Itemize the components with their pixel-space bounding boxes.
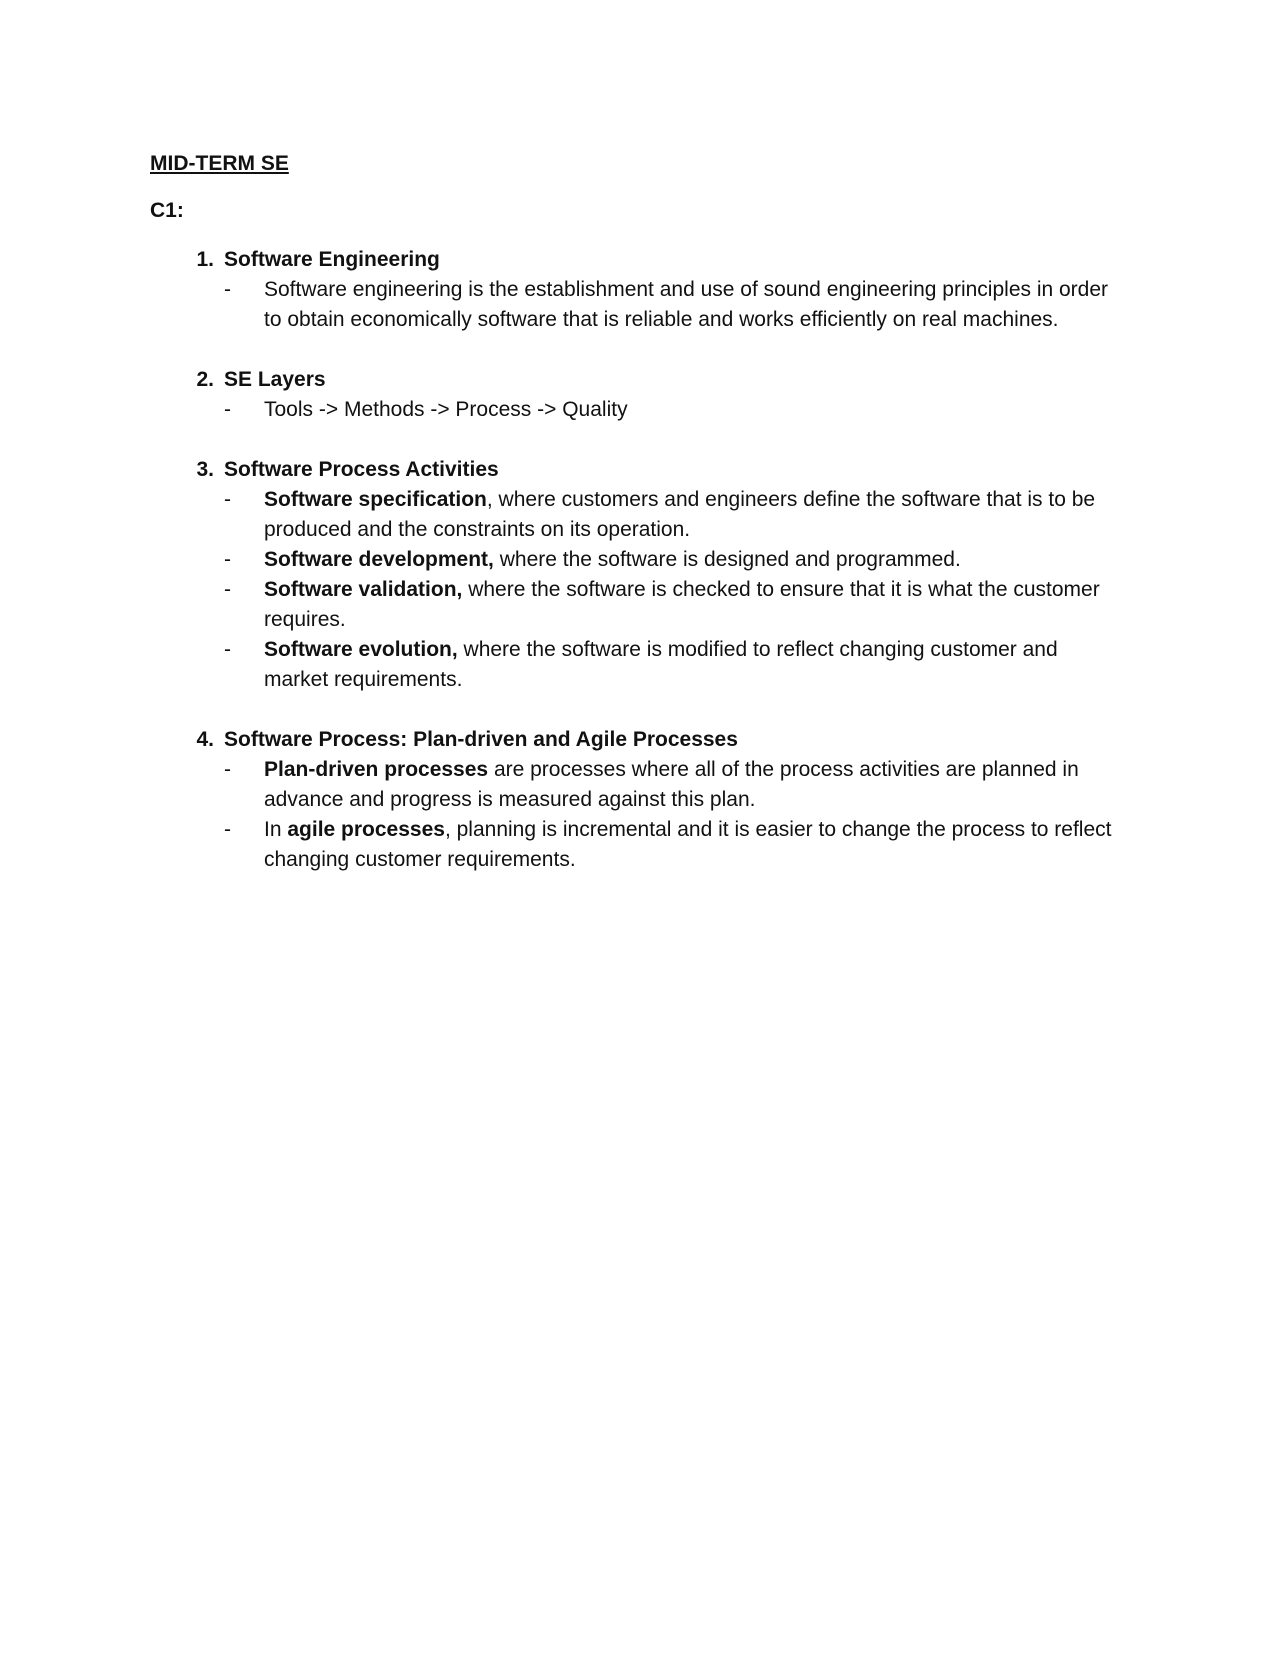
bullet-text [264, 485, 1130, 545]
bullet-dash: - [224, 488, 231, 511]
bullet-dash: - [224, 278, 231, 301]
document-content [150, 245, 1130, 905]
bullet-term: agile processes [287, 818, 445, 841]
bullet-term: Software evolution, [264, 638, 458, 661]
chapter-label: C1: [150, 199, 184, 222]
section-number: 1. [196, 248, 214, 271]
bullet-item [150, 815, 1130, 875]
bullet-text [264, 545, 1130, 575]
bullet-item [150, 545, 1130, 575]
section-title: Software Process Activities [224, 458, 499, 481]
bullet-term: Software development, [264, 548, 494, 571]
bullet-item [150, 395, 1130, 425]
bullet-term: Plan-driven processes [264, 758, 489, 781]
section-number: 4. [196, 728, 214, 751]
section-title: Software Process: Plan-driven and Agile Processes [224, 728, 738, 751]
section-plan-driven-agile [150, 725, 1130, 875]
bullet-body: , where customers and engineers define the software that is to be produced and the constraints on its operation. [264, 488, 1096, 541]
bullet-dash: - [224, 578, 231, 601]
bullet-text [264, 275, 1130, 335]
bullet-item [150, 275, 1130, 335]
bullet-dash: - [224, 758, 231, 781]
document-title: MID-TERM SE [150, 152, 289, 175]
bullet-body: where the software is checked to ensure that it is what the customer requires. [264, 578, 1100, 631]
section-se-layers [150, 365, 1130, 425]
bullet-body: , planning is incremental and it is easier to change the process to reflect changing customer requirements. [264, 818, 1112, 871]
bullet-item [150, 575, 1130, 635]
section-title: SE Layers [224, 368, 326, 391]
section-number: 2. [196, 368, 214, 391]
bullet-text [264, 395, 1130, 425]
bullet-dash: - [224, 638, 231, 661]
bullet-body: Tools -> Methods -> Process -> Quality [264, 398, 628, 421]
section-heading [150, 245, 1130, 275]
bullet-text [264, 635, 1130, 695]
bullet-prefix: In [264, 818, 288, 841]
bullet-body: are processes where all of the process activities are planned in advance and progress is measured against this plan. [264, 758, 1079, 811]
bullet-item [150, 635, 1130, 695]
bullet-text [264, 815, 1130, 875]
bullet-item [150, 485, 1130, 545]
bullet-dash: - [224, 548, 231, 571]
bullet-item [150, 755, 1130, 815]
bullet-dash: - [224, 818, 231, 841]
section-heading [150, 725, 1130, 755]
section-title: Software Engineering [224, 248, 440, 271]
bullet-text [264, 755, 1130, 815]
bullet-text [264, 575, 1130, 635]
section-heading [150, 455, 1130, 485]
section-heading [150, 365, 1130, 395]
bullet-body: where the software is designed and programmed. [493, 548, 961, 571]
bullet-term: Software specification [264, 488, 487, 511]
bullet-body: where the software is modified to reflect changing customer and market requirements. [264, 638, 1058, 691]
bullet-term: Software validation, [264, 578, 463, 601]
section-number: 3. [196, 458, 214, 481]
section-process-activities [150, 455, 1130, 695]
section-software-engineering [150, 245, 1130, 335]
bullet-body: Software engineering is the establishment and use of sound engineering principles in order to obtain economically software that is reliable and works efficiently on real machines. [264, 278, 1109, 331]
bullet-dash: - [224, 398, 231, 421]
